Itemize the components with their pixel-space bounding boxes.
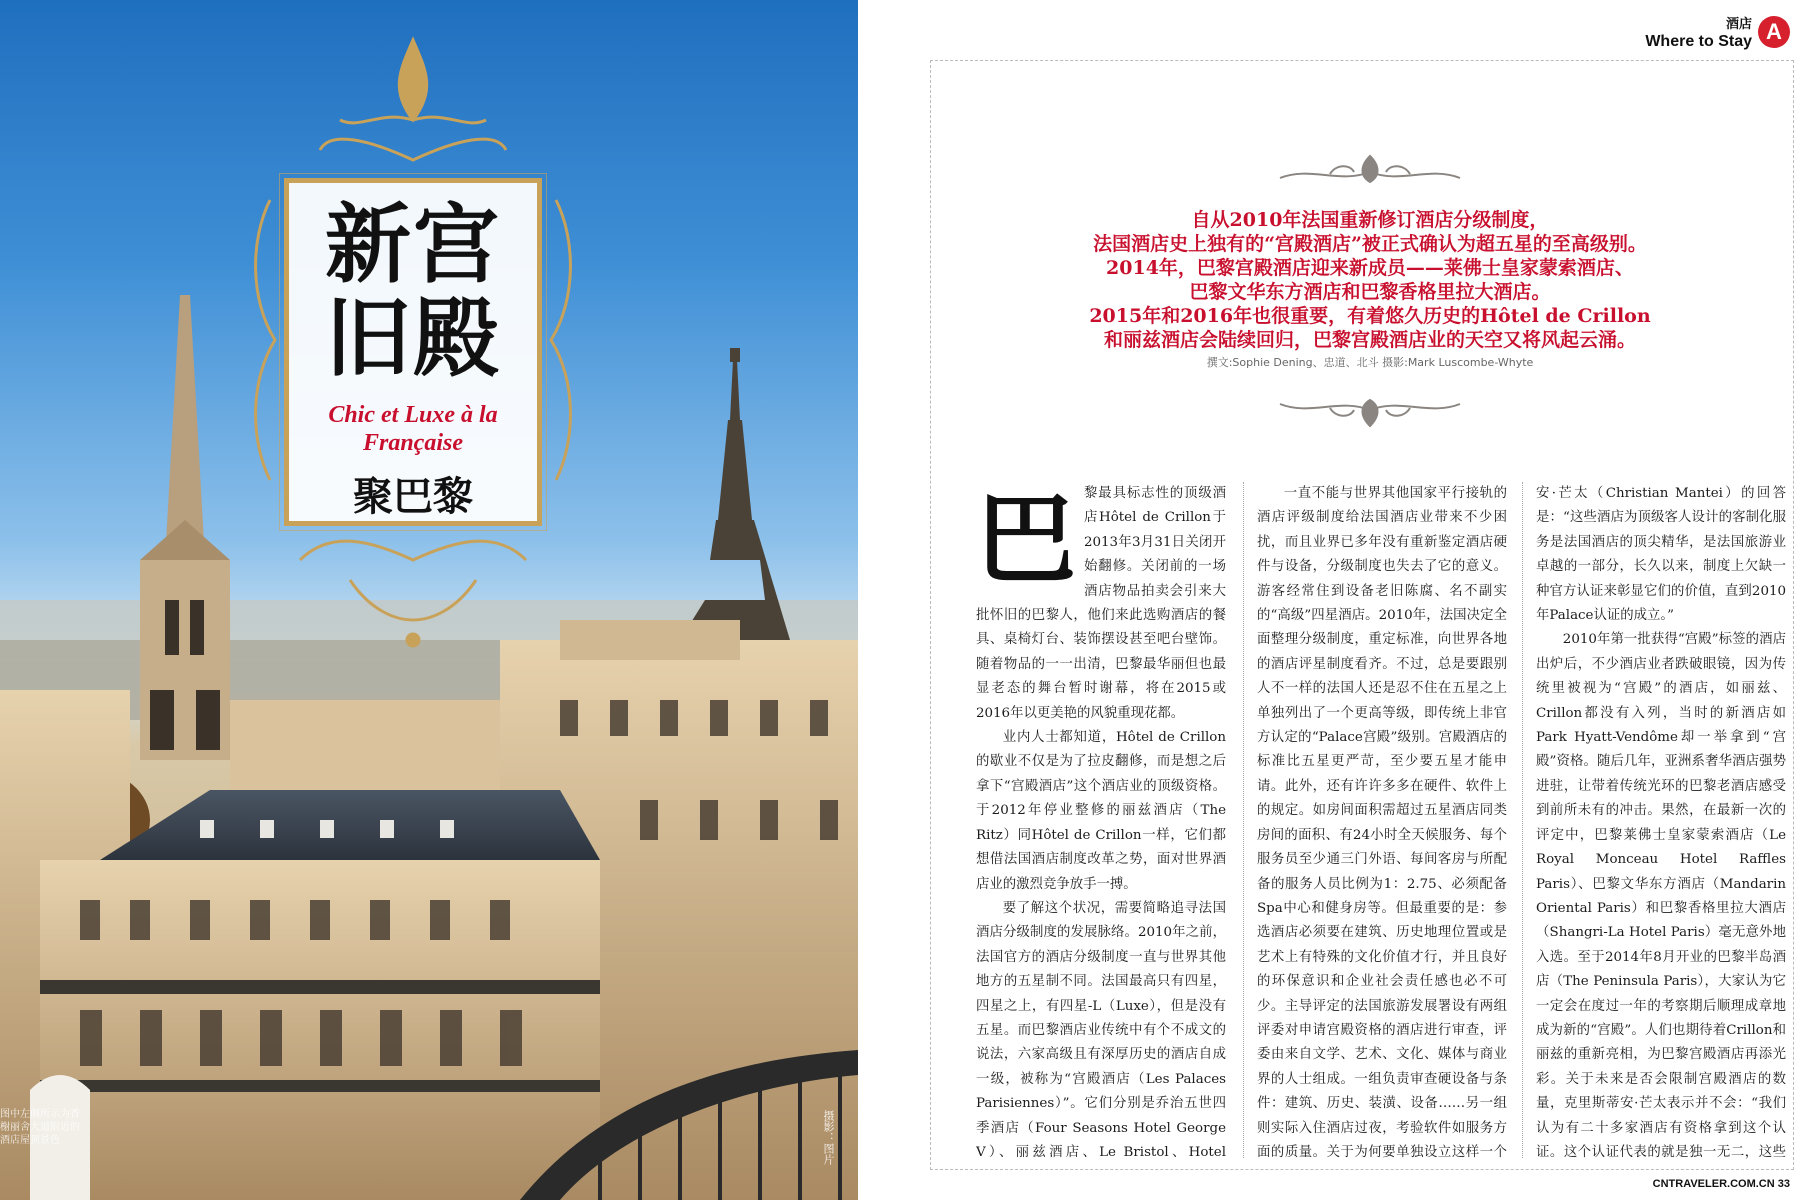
paragraph: 2010年第一批获得“宫殿”标签的酒店出炉后，不少酒店业者跌破眼镜，因为传统里被视为“宫殿”的酒店，如丽兹、Crillon都没有入列，当时的新酒店如Park Hyatt-Vendôme却一举拿到“宫殿”资格。随后几年，亚洲系奢华酒店强势进驻，让带着传统光环的巴黎老酒店感受到前所未有的冲击。果然，在最新一次的评定中，巴黎莱佛士皇家蒙索酒店（Le Royal Monceau Hotel Raffles Paris）、巴黎文华东方酒店（Mandarin Oriental Paris）和巴黎香格里拉大酒店（Shangri-La Hotel Paris）毫无意外地入选。至于2014年8月开业的巴黎半岛酒店（The Peninsula Paris），大家认为它一定会在度过一年的考察期后顺理成章地成为新的“宫殿”。人们也期待着Crillon和丽兹的重新亮相，为巴黎宫殿酒店再添光彩。关于未来是否会限制宫殿酒店的数量，克里斯蒂安·芒太表示并不会：“我们认为有二十多家酒店有资格拿到这个认证。这个认证代表的就是独一无二，这些 <box>1536 632 1786 1160</box>
intro-standfirst <box>1000 208 1740 352</box>
footer-site: CNTRAVELER.COM.CN <box>1652 1178 1775 1190</box>
title-subtitle: 聚巴黎 <box>353 474 473 520</box>
photo-credit: 摄影：图片 <box>822 1110 835 1165</box>
article-column-3 <box>1536 482 1786 1162</box>
church-spire-icon <box>140 295 230 760</box>
paragraph: 黎最具标志性的顶级酒店Hôtel de Crillon于2013年3月31日关闭开始翻修。关闭前的一场酒店物品拍卖会引来大批怀旧的巴黎人，他们来此选购酒店的餐具、桌椅灯台、装饰摆设甚至吧台壁饰。随着物品的一一出清，巴黎最华丽但也最显老态的舞台暂时谢幕，将在2015或2016年以更美艳的风貌重现花都。 <box>976 486 1226 721</box>
paragraph: 安·芒太（Christian Mantei）的回答是：“这些酒店为顶级客人设计的客制化服务是法国酒店的顶尖精华，是法国旅游业卓越的一部分，长久以来，制度上欠缺一种官方认证来彰显它们的价值，直到2010年Palace认证的成立。” <box>1536 486 1786 624</box>
intro-line: 自从2010年法国重新修订酒店分级制度， <box>1191 209 1549 231</box>
intro-line: 2014年，巴黎宫殿酒店迎来新成员——莱佛士皇家蒙索酒店、 <box>1106 257 1634 279</box>
title-frame <box>284 178 542 526</box>
article-column-2 <box>1257 482 1507 1162</box>
brand-logo-icon: A <box>1758 16 1790 48</box>
intro-line: 和丽兹酒店会陆续回归，巴黎宫殿酒店业的天空又将风起云涌。 <box>1103 329 1636 351</box>
section-tag <box>1645 16 1752 52</box>
title-french-line-2: Française <box>362 430 463 456</box>
column-divider <box>1522 482 1523 1158</box>
paragraph: 一直不能与世界其他国家平行接轨的酒店评级制度给法国酒店业带来不少困扰，而且业界已多年没有重新鉴定酒店硬件与设备，分级制度也失去了它的意义。游客经常住到设备老旧陈腐、名不副实的“高级”四星酒店。2010年，法国决定全面整理分级制度，重定标准，向世界各地的酒店评星制度看齐。不过，总是要跟别人不一样的法国人还是忍不住在五星之上单独列出了一个更高等级，即传统上非官方认定的“Palace宫殿”级别。宫殿酒店的标准比五星更严苛，至少要五星才能申请。此外，还有许许多多在硬件、软件上的规定。如房间面积需超过五星酒店同类房间的面积、有24小时全天候服务、每个服务员至少通三门外语、每间客房与所配备的服务人员比例为1：2.75、必须配备Spa中心和健身房等。但最重要的是：参选酒店必须要在建筑、历史地理位置或是艺术上有特殊的文化价值才行，并且良好的环保意识和企业社会责任感也必不可少。主导评定的法国旅游发展署设有两组评委对申请宫殿资格的酒店进行审查，评委由来自文学、艺术、文化、媒体与商业界的人士组成。一组负责审查硬设备与条件：建筑、历史、装潢、设备……另一组则实际入住酒店过夜，考验软件如服务方面的质量。关于为何要单独设立这样一个 <box>1257 486 1507 1160</box>
title-french-line-1: Chic et Luxe à la <box>328 402 498 428</box>
section-tag-en: Where to Stay <box>1645 33 1752 50</box>
section-tag-cn: 酒店 <box>1725 16 1752 31</box>
intro-line: 法国酒店史上独有的“宫殿酒店”被正式确认为超五星的至高级别。 <box>1093 233 1647 255</box>
paragraph: 业内人士都知道，Hôtel de Crillon的歇业不仅是为了拉皮翻修，而是想之后拿下“宫殿酒店”这个酒店业的顶级资格。于2012年停业整修的丽兹酒店（The Ritz）同Hôtel de Crillon一样，它们都想借法国酒店制度改革之势，面对世界酒店业的激烈竞争放手一搏。 <box>976 730 1226 892</box>
intro-line: 2015年和2016年也很重要，有着悠久历史的Hôtel de Crillon <box>1089 305 1651 327</box>
eiffel-tower-icon <box>680 348 790 640</box>
drop-cap: 巴 <box>976 482 1076 598</box>
column-divider <box>1243 482 1244 1158</box>
page-footer <box>1653 1178 1790 1190</box>
title-line-2: 旧殿 <box>325 288 501 389</box>
top-ornament-icon <box>1270 150 1470 190</box>
paragraph: 要了解这个状况，需要简略追寻法国酒店分级制度的发展脉络。2010年之前，法国官方的酒店分级制度一直与世界其他地方的五星制不同。法国最高只有四星，四星之上，有四星-L（Luxe），但是没有五星。而巴黎酒店业传统中有个不成文的说法，六家高级且有深厚历史的酒店自成一级，被称为“宫殿酒店（Les Palaces Parisiennes）”。它们分别是乔治五世四季酒店（Four Seasons Hotel George V）、丽兹酒店、Le Bristol、Hotel <box>976 900 1226 1160</box>
cover-photo-paris-rooftops <box>0 0 858 1200</box>
byline: 撰文:Sophie Dening、忠道、北斗 摄影:Mark Luscombe-Whyte <box>1206 356 1534 369</box>
page-number: 33 <box>1777 1178 1790 1190</box>
photo-caption: 图中左侧所示为香榭丽舍大道附近的酒店屋顶景色 <box>0 1109 80 1146</box>
title-line-1: 新宫 <box>325 194 501 295</box>
article-column-1 <box>976 482 1226 1162</box>
bottom-ornament-icon <box>1270 392 1470 432</box>
intro-line: 巴黎文华东方酒店和巴黎香格里拉大酒店。 <box>1189 281 1551 303</box>
